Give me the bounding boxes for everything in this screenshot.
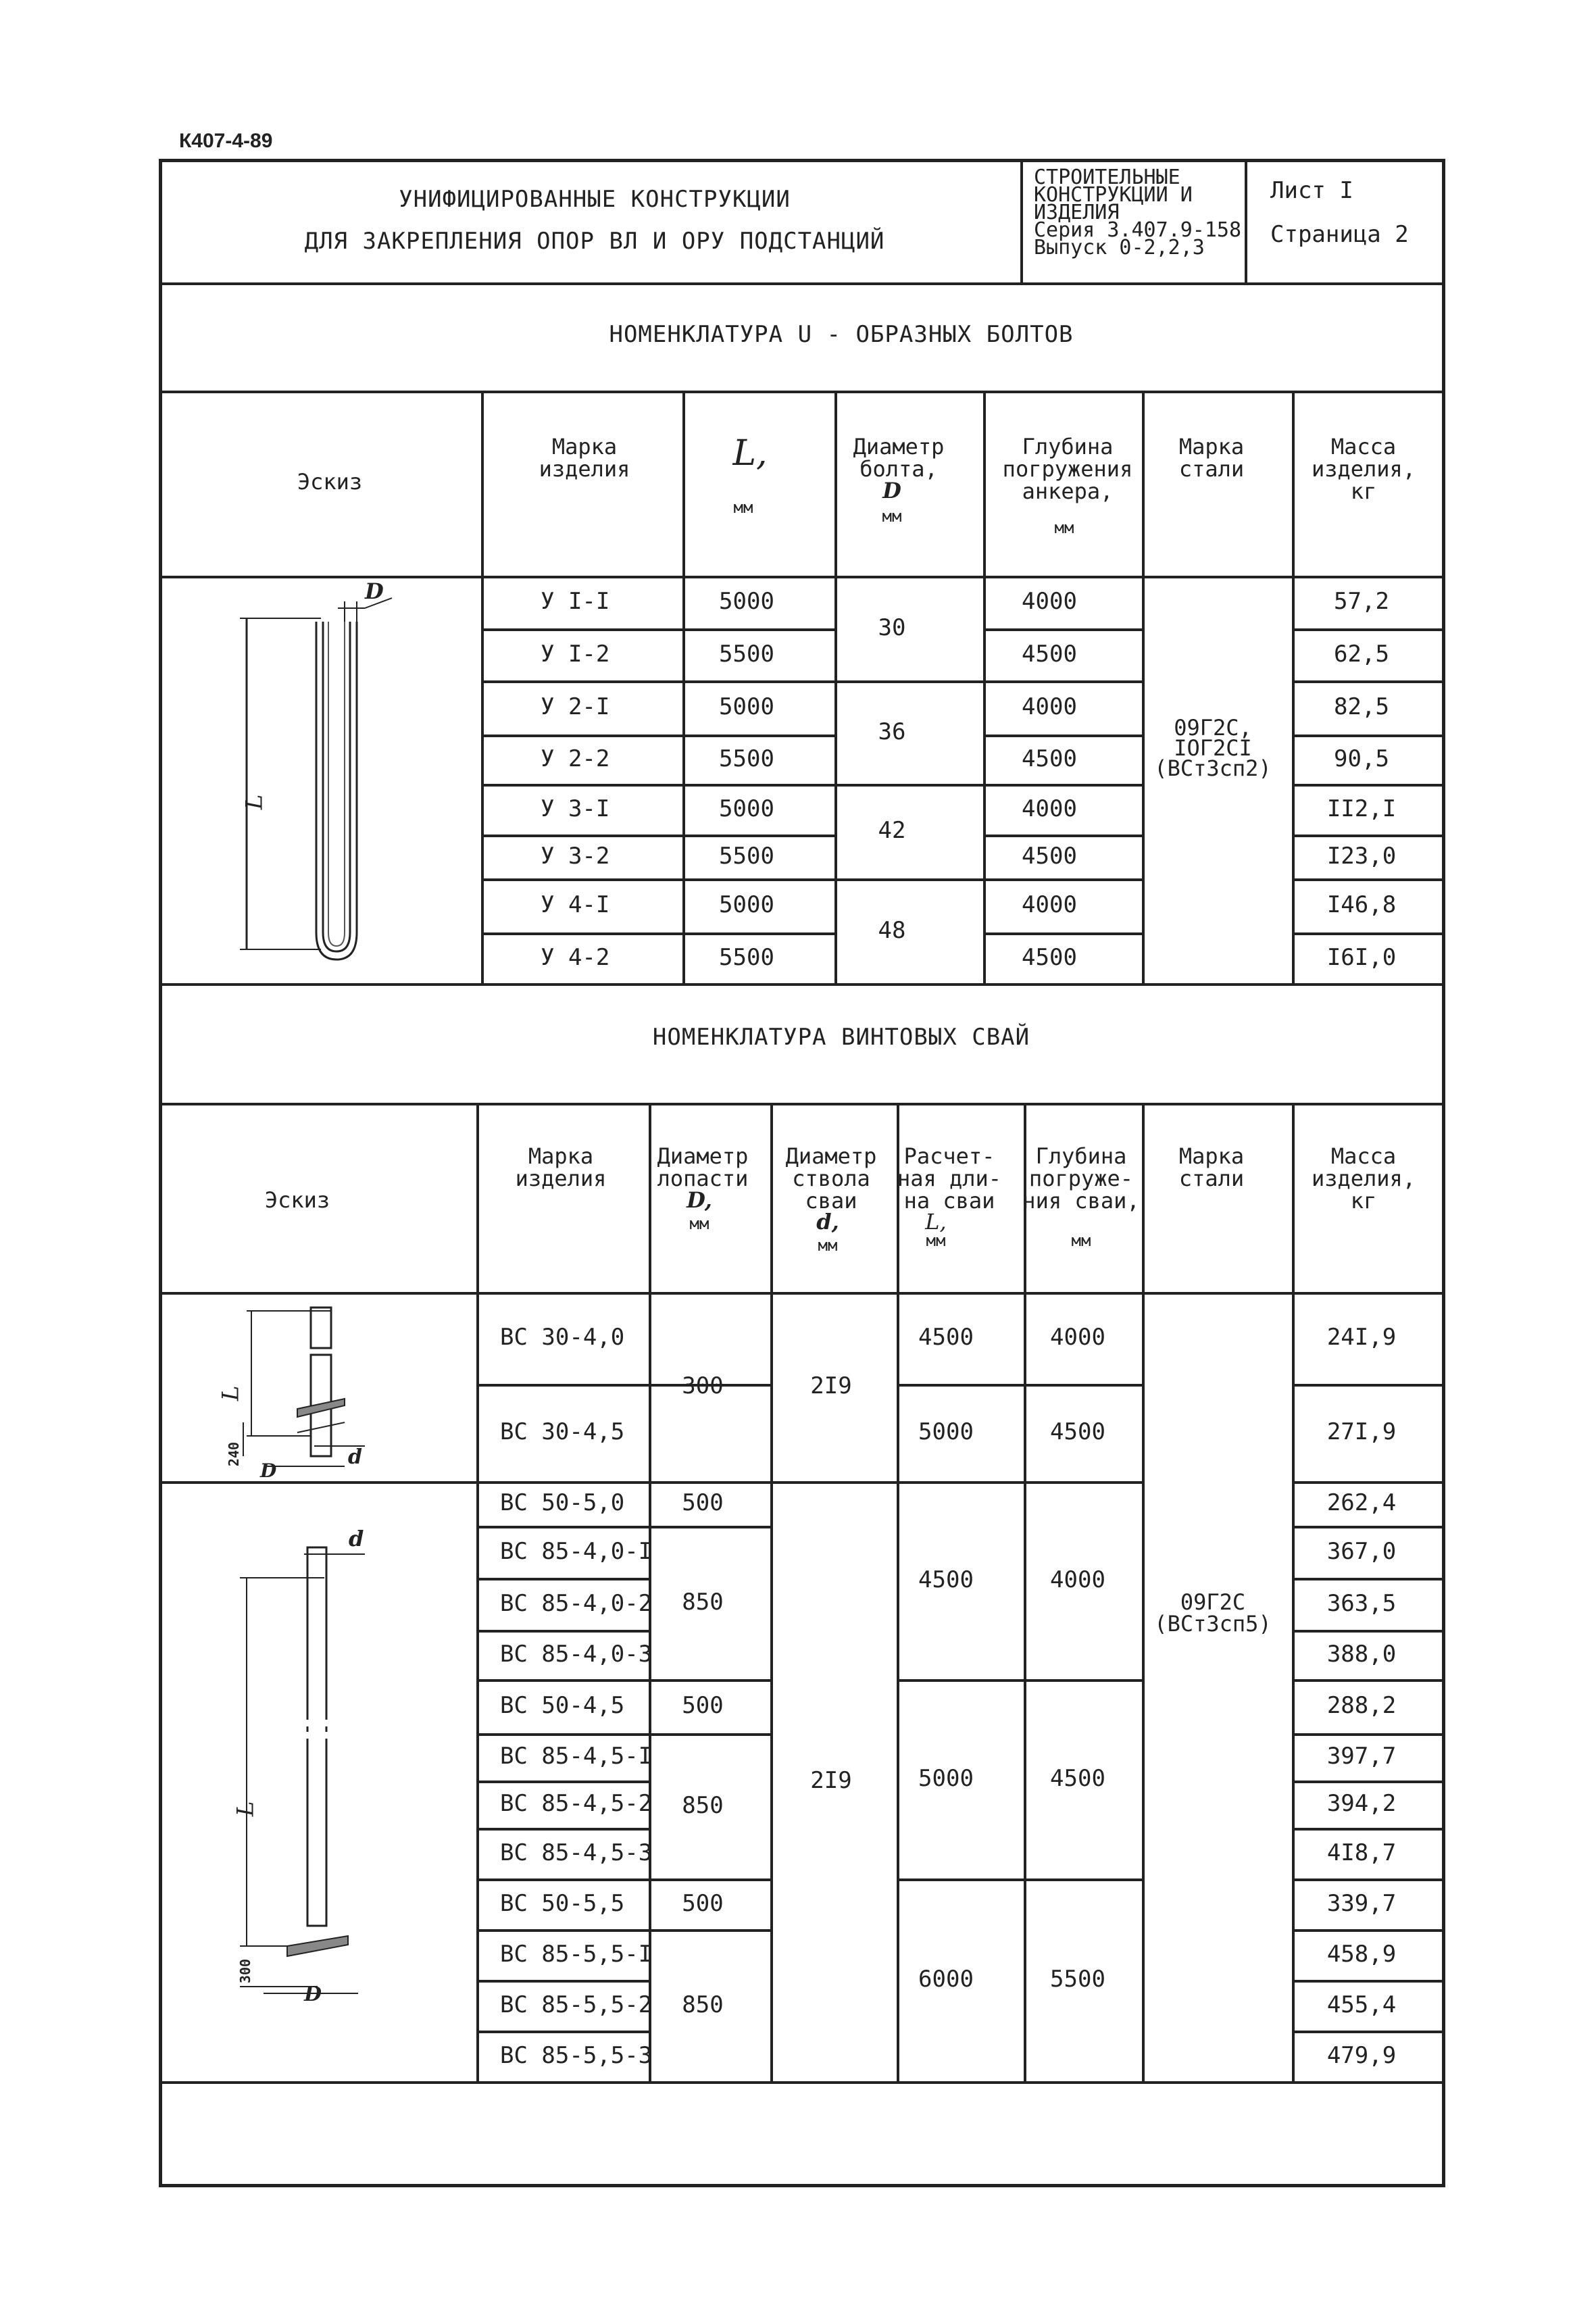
bolt-depth-4: 4000 (1022, 795, 1077, 822)
piles-col-mark: Марка изделия (515, 1143, 607, 1191)
grid-line (160, 983, 1444, 986)
grid-line (476, 1630, 649, 1633)
piles-col-mass: Масса изделия, кг (1311, 1143, 1416, 1214)
grid-line (1292, 1526, 1444, 1528)
pile-blade-0: 500 (682, 1489, 724, 1516)
grid-line (476, 1929, 649, 1932)
grid-line (1245, 160, 1247, 282)
pile-mass-6: 288,2 (1326, 1692, 1397, 1719)
grid-line (1292, 1781, 1444, 1783)
pile-mass-13: 479,9 (1326, 2041, 1397, 2069)
bolt-depth-7: 4500 (1022, 943, 1077, 971)
pile-mass-7: 397,7 (1326, 1743, 1397, 1770)
pile2-label-L: L (232, 1801, 259, 1817)
grid-line (983, 735, 1142, 737)
bolt-mark-3: У 2-2 (541, 745, 610, 772)
pile-length-1: 5000 (918, 1764, 974, 1792)
piles-col-shaft-unit: мм (818, 1236, 838, 1255)
pile-mark-8: ВС 85-4,5-2 (500, 1790, 653, 1817)
grid-line (1292, 1828, 1444, 1831)
series-line-2: КОНСТРУКЦИИ И (1034, 183, 1193, 207)
grid-line (1292, 932, 1444, 935)
piles-steel-grade: 09Г2С (ВСтЗсп5) (1154, 1589, 1272, 1637)
grid-line (983, 878, 1142, 881)
pile1-label-240: 240 (226, 1441, 243, 1467)
pile-mark-11: ВС 85-5,5-I (500, 1940, 653, 1968)
grid-line (649, 1679, 770, 1682)
bolt-mark-1: У I-2 (541, 640, 610, 668)
grid-line (1292, 628, 1444, 631)
grid-line (476, 2031, 649, 2033)
series-block (1034, 166, 1242, 259)
grid-line (983, 784, 1142, 787)
grid-line (682, 391, 685, 983)
bolt-mass-3: 90,5 (1334, 745, 1389, 772)
pile-depth-1: 4500 (1050, 1764, 1105, 1792)
pile1-label-L: L (217, 1385, 245, 1401)
sheet-number: Лист I (1270, 177, 1353, 204)
grid-line (476, 1980, 649, 1983)
bolt-mark-6: У 4-I (541, 891, 610, 918)
grid-line (476, 1781, 649, 1783)
piles-col-shaft: Диаметр ствола сваи (785, 1143, 877, 1214)
grid-line (649, 1929, 770, 1932)
bolt-diameter-0: 30 (878, 614, 906, 641)
page-number: Страница 2 (1270, 221, 1409, 248)
bolt-length-2: 5000 (719, 693, 774, 720)
document-code: К407-4-89 (179, 130, 273, 152)
series-line-5: Выпуск 0-2,2,3 (1034, 236, 1205, 259)
pile2-label-D: D (304, 1983, 322, 2006)
grid-line (983, 932, 1142, 935)
pile-mark-13: ВС 85-5,5-3 (500, 2041, 653, 2069)
pile-shaft-g2: 2I9 (810, 1767, 852, 1794)
pile-depth-g1a: 4000 (1050, 1324, 1105, 1351)
grid-line (476, 1384, 649, 1387)
pile-depth-g1b: 4500 (1050, 1418, 1105, 1445)
bolt-length-1: 5500 (719, 640, 774, 668)
title-line-1: УНИФИЦИРОВАННЫЕ КОНСТРУКЦИИ (399, 186, 791, 213)
piles-col-blade: Диаметр лопасти (657, 1143, 749, 1191)
bolt-length-4: 5000 (719, 795, 774, 822)
grid-line (1292, 1578, 1444, 1580)
pile-mass-10: 339,7 (1326, 1889, 1397, 1917)
grid-line (476, 1526, 649, 1528)
grid-line (1292, 784, 1444, 787)
pile1-label-D: D (260, 1460, 277, 1482)
bolt-depth-2: 4000 (1022, 693, 1077, 720)
sketch-label-L: L (241, 794, 268, 810)
bolt-depth-5: 4500 (1022, 842, 1077, 870)
bolt-length-7: 5500 (719, 943, 774, 971)
bolt-depth-6: 4000 (1022, 891, 1077, 918)
pile-mark-5: ВС 85-4,0-3 (500, 1640, 653, 1668)
grid-line (481, 735, 834, 737)
bolt-mark-0: У I-I (541, 588, 610, 615)
pile-mark-2: ВС 50-5,0 (500, 1489, 625, 1516)
grid-line (834, 391, 837, 983)
grid-line (983, 835, 1142, 837)
grid-line (1292, 1103, 1295, 2081)
bolt-length-5: 5500 (719, 842, 774, 870)
pile-mark-12: ВС 85-5,5-2 (500, 1991, 653, 2018)
bolt-diameter-2: 42 (878, 817, 906, 844)
grid-line (1292, 1630, 1444, 1633)
bolt-length-0: 5000 (719, 588, 774, 615)
pile-mass-0: 24I,9 (1326, 1324, 1397, 1351)
grid-line (897, 1878, 1024, 1881)
pile-mark-9: ВС 85-4,5-3 (500, 1839, 653, 1866)
u-bolt-sketch (230, 578, 405, 973)
bolt-length-6: 5000 (719, 891, 774, 918)
grid-line (1292, 1384, 1444, 1387)
bolt-mass-6: I46,8 (1326, 891, 1397, 918)
grid-line (1292, 735, 1444, 737)
bolts-col-diam-sym: D (882, 478, 901, 503)
grid-line (834, 680, 983, 683)
bolt-mass-4: II2,I (1326, 795, 1397, 822)
bolts-col-diam: Диаметр болта, (853, 434, 945, 482)
grid-line (1292, 1481, 1444, 1484)
bolt-depth-0: 4000 (1022, 588, 1077, 615)
grid-line (1024, 1481, 1142, 1484)
grid-line (897, 1103, 899, 2081)
piles-col-blade-unit: мм (689, 1214, 709, 1233)
grid-line (476, 1828, 649, 1831)
grid-line (160, 1292, 1444, 1295)
bolt-depth-1: 4500 (1022, 640, 1077, 668)
bolts-col-depth: Глубина погружения анкера, (1002, 434, 1133, 504)
grid-line (476, 1103, 479, 2081)
grid-line (481, 932, 834, 935)
pile-mark-6: ВС 50-4,5 (500, 1692, 625, 1719)
grid-line (1292, 1679, 1444, 1682)
grid-line (476, 1481, 649, 1484)
grid-line (1024, 1679, 1142, 1682)
pile-blade-4: 500 (682, 1889, 724, 1917)
pile-blade-1: 850 (682, 1588, 724, 1616)
bolt-mass-2: 82,5 (1334, 693, 1389, 720)
piles-col-length: Расчет- ная дли- на сваи (897, 1143, 1002, 1214)
pile-mass-5: 388,0 (1326, 1640, 1397, 1668)
series-line-3: ИЗДЕЛИЯ (1034, 201, 1120, 224)
grid-line (1020, 160, 1023, 282)
pile-mass-1: 27I,9 (1326, 1418, 1397, 1445)
pile-depth-2: 5500 (1050, 1966, 1105, 1993)
grid-line (481, 628, 834, 631)
grid-line (649, 1481, 770, 1484)
pile-length-2: 6000 (918, 1966, 974, 1993)
grid-line (481, 680, 834, 683)
bolt-mass-7: I6I,0 (1326, 943, 1397, 971)
grid-line (897, 1679, 1024, 1682)
pile-shaft-g1: 2I9 (810, 1372, 852, 1399)
grid-line (770, 1103, 773, 2081)
sketch-label-D: D (365, 578, 384, 604)
pile-sketch-large (223, 1520, 392, 2007)
pile-mark-10: ВС 50-5,5 (500, 1889, 625, 1917)
pile-mark-7: ВС 85-4,5-I (500, 1743, 653, 1770)
grid-line (160, 2081, 1444, 2084)
piles-col-depth: Глубина погруже- ния сваи, (1022, 1143, 1140, 1214)
piles-col-depth-unit: мм (1071, 1231, 1091, 1250)
pile-mass-2: 262,4 (1326, 1489, 1397, 1516)
grid-line (476, 1733, 649, 1736)
pile-mass-8: 394,2 (1326, 1790, 1397, 1817)
bolts-col-sketch: Эскиз (297, 469, 363, 495)
pile-mark-3: ВС 85-4,0-I (500, 1537, 653, 1565)
bolts-col-diam-unit: мм (882, 507, 902, 526)
grid-line (160, 282, 1444, 285)
grid-line (481, 878, 834, 881)
grid-line (1292, 680, 1444, 683)
pile-mark-0: ВС 30-4,0 (500, 1324, 625, 1351)
pile-mass-11: 458,9 (1326, 1940, 1397, 1968)
pile2-label-300: 300 (237, 1958, 254, 1984)
bolt-length-3: 5500 (719, 745, 774, 772)
pile-mass-9: 4I8,7 (1326, 1839, 1397, 1866)
series-line-4: Серия 3.407.9-158 (1034, 218, 1242, 242)
piles-col-length-unit: мм (926, 1231, 946, 1250)
grid-line (476, 1578, 649, 1580)
piles-col-shaft-sym: d, (816, 1209, 839, 1235)
grid-line (1292, 2031, 1444, 2033)
grid-line (1292, 835, 1444, 837)
grid-line (649, 1526, 770, 1528)
grid-line (1142, 1103, 1145, 2081)
grid-line (834, 784, 983, 787)
grid-line (481, 835, 834, 837)
grid-line (160, 576, 1444, 578)
grid-line (476, 1679, 649, 1682)
bolts-col-L-unit: мм (733, 498, 753, 517)
bolts-col-depth-unit: мм (1054, 518, 1074, 537)
bolt-mass-1: 62,5 (1334, 640, 1389, 668)
piles-section-title: НОМЕНКЛАТУРА ВИНТОВЫХ СВАЙ (652, 1024, 1030, 1051)
bolt-diameter-1: 36 (878, 718, 906, 745)
grid-line (1292, 1733, 1444, 1736)
bolts-col-mass: Масса изделия, кг (1311, 434, 1416, 504)
bolt-mark-4: У 3-I (541, 795, 610, 822)
grid-line (983, 680, 1142, 683)
grid-line (476, 1878, 649, 1881)
grid-line (649, 1733, 770, 1736)
grid-line (1292, 1929, 1444, 1932)
grid-line (1292, 878, 1444, 881)
grid-line (983, 391, 986, 983)
bolt-mark-7: У 4-2 (541, 943, 610, 971)
bolts-col-mark: Марка изделия (539, 434, 630, 482)
piles-col-length-sym: L, (925, 1209, 947, 1235)
pile-blade-g1: 300 (682, 1372, 724, 1399)
grid-line (1292, 1980, 1444, 1983)
piles-col-sketch: Эскиз (264, 1187, 330, 1213)
pile-length-g1b: 5000 (918, 1418, 974, 1445)
piles-col-blade-sym: D, (687, 1187, 712, 1213)
pile-mass-3: 367,0 (1326, 1537, 1397, 1565)
pile-mass-12: 455,4 (1326, 1991, 1397, 2018)
pile-length-g1a: 4500 (918, 1324, 974, 1351)
grid-line (1292, 1878, 1444, 1881)
bolt-mark-2: У 2-I (541, 693, 610, 720)
bolt-mass-0: 57,2 (1334, 588, 1389, 615)
pile1-label-d: d (348, 1445, 362, 1469)
grid-line (983, 628, 1142, 631)
grid-line (1024, 1384, 1142, 1387)
grid-line (649, 1878, 770, 1881)
bolts-section-title: НОМЕНКЛАТУРА U - ОБРАЗНЫХ БОЛТОВ (609, 321, 1074, 348)
pile2-label-d: d (349, 1526, 364, 1551)
bolts-steel-grade: 09Г2С, IОГ2СI (ВСтЗсп2) (1154, 715, 1272, 781)
pile-blade-5: 850 (682, 1991, 724, 2018)
pile-blade-2: 500 (682, 1692, 724, 1719)
title-line-2: ДЛЯ ЗАКРЕПЛЕНИЯ ОПОР ВЛ И ОРУ ПОДСТАНЦИЙ (304, 228, 885, 255)
grid-line (160, 1103, 1444, 1105)
grid-line (1142, 391, 1145, 983)
grid-line (1292, 391, 1295, 983)
pile-mark-4: ВС 85-4,0-2 (500, 1589, 653, 1617)
grid-line (160, 391, 1444, 393)
bolts-col-L: L, (732, 433, 768, 474)
grid-line (481, 784, 834, 787)
grid-line (897, 1481, 1024, 1484)
grid-line (834, 878, 983, 881)
pile-blade-3: 850 (682, 1791, 724, 1819)
piles-col-steel: Марка стали (1178, 1143, 1245, 1191)
pile-length-0: 4500 (918, 1566, 974, 1593)
grid-line (1024, 1878, 1142, 1881)
pile-mass-4: 363,5 (1326, 1589, 1397, 1617)
grid-line (481, 391, 484, 983)
pile-mark-1: ВС 30-4,5 (500, 1418, 625, 1445)
grid-line (770, 1481, 897, 1484)
grid-line (897, 1384, 1024, 1387)
bolt-mark-5: У 3-2 (541, 842, 610, 870)
bolt-diameter-3: 48 (878, 916, 906, 944)
grid-line (1024, 1103, 1026, 2081)
bolt-mass-5: I23,0 (1326, 842, 1397, 870)
pile-depth-0: 4000 (1050, 1566, 1105, 1593)
bolts-col-steel: Марка стали (1178, 434, 1245, 482)
bolt-depth-3: 4500 (1022, 745, 1077, 772)
series-line-1: СТРОИТЕЛЬНЫЕ (1034, 166, 1180, 189)
